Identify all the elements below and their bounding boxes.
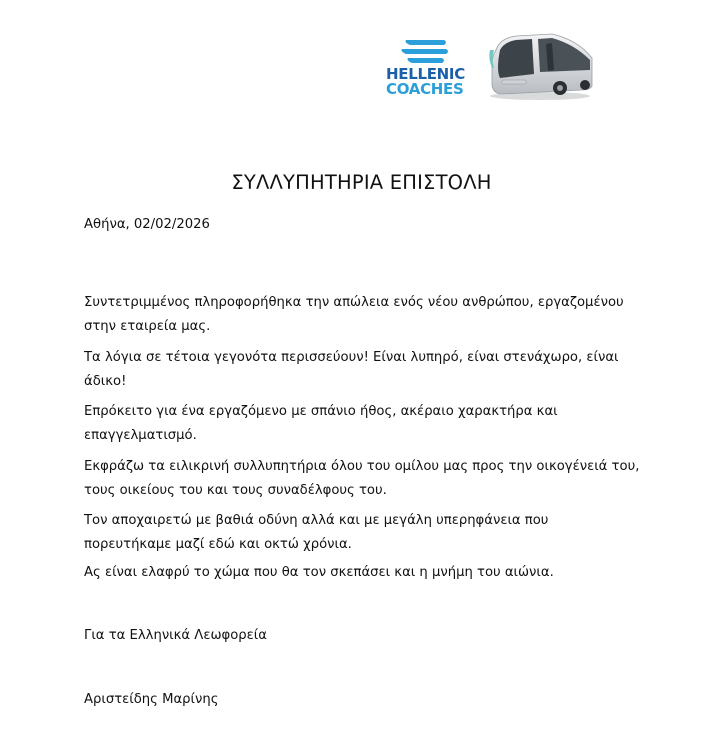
logo-text-hellenic: HELLENIC xyxy=(386,65,465,83)
closing-line: Για τα Ελληνικά Λεωφορεία xyxy=(84,628,267,643)
paragraph-line: Τα λόγια σε τέτοια γεγονότα περισσεύουν! Είναι λυπηρό, είναι στενάχωρο, είναι xyxy=(84,350,619,365)
wave-stripes-icon xyxy=(400,38,450,68)
paragraph xyxy=(84,561,644,585)
paragraph-line: Εκφράζω τα ειλικρινή συλλυπητήρια όλου του ομίλου μας προς την οικογένειά του, xyxy=(84,459,640,474)
paragraph-line: Τον αποχαιρετώ με βαθιά οδύνη αλλά και με μεγάλη υπερηφάνεια που xyxy=(84,513,549,528)
paragraph-line: επαγγελματισμό. xyxy=(84,428,197,443)
paragraph-line: στην εταιρεία μας. xyxy=(84,319,211,334)
place-date: Αθήνα, 02/02/2026 xyxy=(84,217,210,232)
paragraph-line: Συντετριμμένος πληροφορήθηκα την απώλεια ενός νέου ανθρώπου, εργαζομένου xyxy=(84,295,624,310)
paragraph-line: Επρόκειτο για ένα εργαζόμενο με σπάνιο ήθος, ακέραιο χαρακτήρα και xyxy=(84,404,558,419)
paragraph xyxy=(84,400,644,448)
signature: Αριστείδης Μαρίνης xyxy=(84,692,219,707)
paragraph-line: τους οικείους του και τους συναδέλφους του. xyxy=(84,483,387,498)
paragraph-line: άδικο! xyxy=(84,374,127,389)
paragraph xyxy=(84,346,644,394)
logo-text-coaches: COACHES xyxy=(386,80,464,98)
paragraph xyxy=(84,455,644,503)
paragraph xyxy=(84,291,644,339)
coach-bus-icon xyxy=(482,30,594,102)
company-logo xyxy=(386,38,466,98)
paragraph xyxy=(84,509,644,557)
letter-title: ΣΥΛΛΥΠΗΤΗΡΙΑ ΕΠΙΣΤΟΛΗ xyxy=(231,171,492,194)
paragraph-line: πορευτήκαμε μαζί εδώ και οκτώ χρόνια. xyxy=(84,537,352,552)
paragraph-line: Ας είναι ελαφρύ το χώμα που θα τον σκεπάσει και η μνήμη του αιώνια. xyxy=(84,565,554,580)
